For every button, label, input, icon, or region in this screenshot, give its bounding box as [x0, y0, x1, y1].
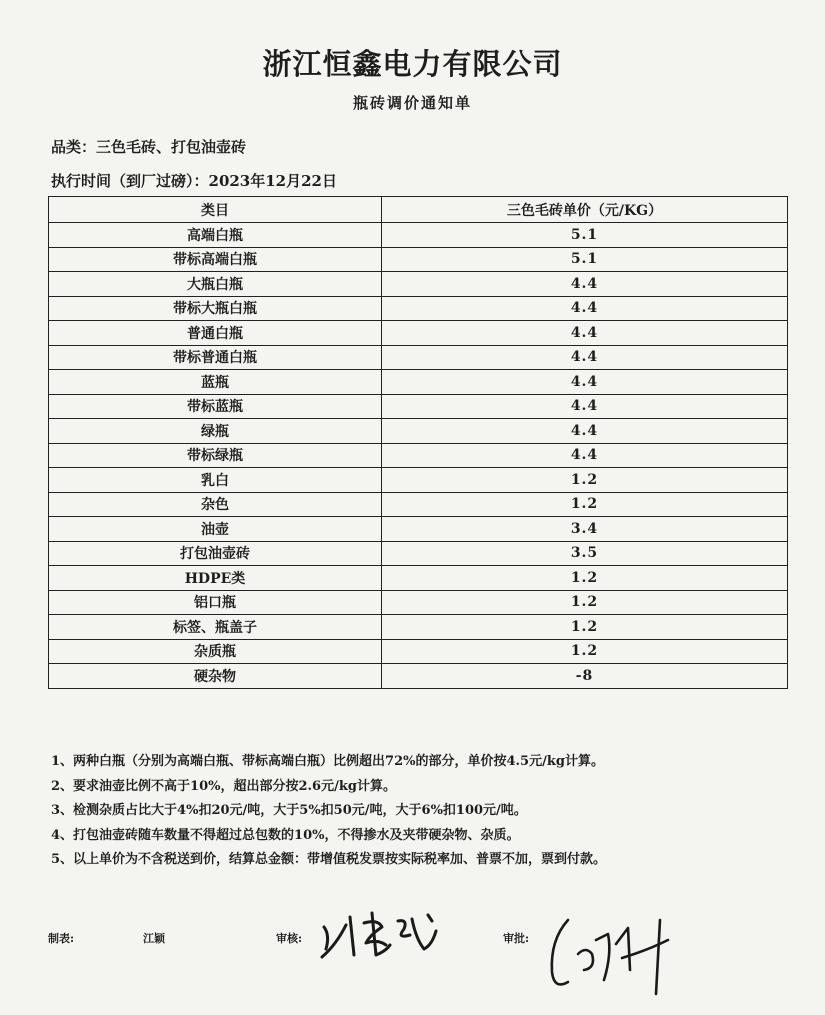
- table-row: [49, 492, 788, 517]
- row-price: 3.4: [382, 517, 788, 542]
- row-category: 绿瓶: [49, 419, 382, 444]
- table-row: [49, 541, 788, 566]
- table-row: [49, 247, 788, 272]
- row-price: 1.2: [382, 566, 788, 591]
- row-price: 4.4: [382, 443, 788, 468]
- row-price: 4.4: [382, 370, 788, 395]
- table-row: [49, 370, 788, 395]
- row-category: 普通白瓶: [49, 321, 382, 346]
- row-price: 1.2: [382, 590, 788, 615]
- row-price: 4.4: [382, 394, 788, 419]
- category-line: 品类：三色毛砖、打包油壶砖: [51, 138, 247, 156]
- price-table-body: [49, 223, 788, 689]
- table-row: [49, 272, 788, 297]
- row-price: -8: [382, 664, 788, 689]
- table-row: [49, 566, 788, 591]
- row-category: 带标大瓶白瓶: [49, 296, 382, 321]
- row-category: 铝口瓶: [49, 590, 382, 615]
- row-category: 标签、瓶盖子: [49, 615, 382, 640]
- table-header-row: [49, 197, 788, 223]
- table-row: [49, 296, 788, 321]
- note-item: 5、以上单价为不含税送到价，结算总金额：带增值税发票按实际税率加、普票不加，票到付款。: [51, 852, 607, 867]
- notes-list: [51, 750, 811, 873]
- table-row: [49, 517, 788, 542]
- row-category: 大瓶白瓶: [49, 272, 382, 297]
- reviewer-signature: [316, 905, 456, 965]
- table-row: [49, 443, 788, 468]
- note-item: 4、打包油壶砖随车数量不得超过总包数的10%，不得掺水及夹带硬杂物、杂质。: [51, 827, 520, 843]
- prepared-by-label: 制表:: [48, 932, 75, 945]
- table-row: [49, 639, 788, 664]
- price-table: [48, 196, 788, 689]
- row-price: 4.4: [382, 272, 788, 297]
- table-row: [49, 394, 788, 419]
- row-category: 乳白: [49, 468, 382, 493]
- row-price: 1.2: [382, 639, 788, 664]
- table-row: [49, 419, 788, 444]
- table-row: [49, 345, 788, 370]
- row-price: 1.2: [382, 492, 788, 517]
- row-price: 4.4: [382, 419, 788, 444]
- document-title: 瓶砖调价通知单: [352, 94, 472, 112]
- table-row: [49, 590, 788, 615]
- company-name: 浙江恒鑫电力有限公司: [262, 47, 563, 81]
- row-price: 4.4: [382, 345, 788, 370]
- approver-signature: [538, 910, 688, 1010]
- row-category: 带标高端白瓶: [49, 247, 382, 272]
- row-category: 高端白瓶: [49, 223, 382, 248]
- effective-date-line: 执行时间（到厂过磅）：2023年12月22日: [51, 172, 337, 190]
- table-row: [49, 664, 788, 689]
- note-item: 1、两种白瓶（分别为高端白瓶、带标高端白瓶）比例超出72%的部分，单价按4.5元/kg计算。: [51, 754, 604, 769]
- row-category: HDPE类: [49, 566, 382, 591]
- table-row: [49, 223, 788, 248]
- row-price: 1.2: [382, 615, 788, 640]
- row-price: 4.4: [382, 321, 788, 346]
- row-price: 4.4: [382, 296, 788, 321]
- column-header-price: 三色毛砖单价（元/KG）: [382, 197, 788, 223]
- note-item: 3、检测杂质占比大于4%扣20元/吨，大于5%扣50元/吨，大于6%扣100元/吨。: [51, 803, 527, 818]
- row-price: 5.1: [382, 223, 788, 248]
- table-row: [49, 615, 788, 640]
- row-category: 带标蓝瓶: [49, 394, 382, 419]
- row-category: 打包油壶砖: [49, 541, 382, 566]
- note-item: 2、要求油壶比例不高于10%，超出部分按2.6元/kg计算。: [51, 778, 396, 794]
- row-category: 带标普通白瓶: [49, 345, 382, 370]
- table-row: [49, 468, 788, 493]
- row-price: 3.5: [382, 541, 788, 566]
- approved-by-label: 审批:: [503, 932, 530, 945]
- row-price: 5.1: [382, 247, 788, 272]
- row-category: 蓝瓶: [49, 370, 382, 395]
- row-category: 杂质瓶: [49, 639, 382, 664]
- reviewed-by-label: 审核:: [276, 932, 303, 945]
- row-category: 硬杂物: [49, 664, 382, 689]
- column-header-category: 类目: [49, 197, 382, 223]
- row-category: 带标绿瓶: [49, 443, 382, 468]
- table-row: [49, 321, 788, 346]
- prepared-by-name: 江颖: [143, 932, 165, 945]
- row-category: 杂色: [49, 492, 382, 517]
- row-category: 油壶: [49, 517, 382, 542]
- row-price: 1.2: [382, 468, 788, 493]
